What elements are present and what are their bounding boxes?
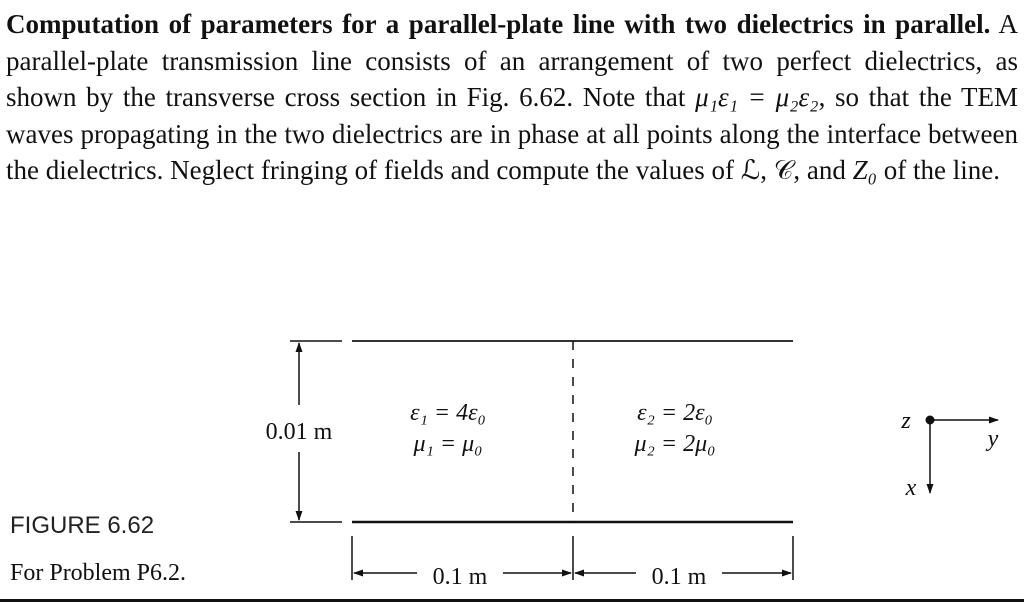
region1-permeability: μ₁ = μ₀ bbox=[413, 431, 483, 457]
width-left-label: 0.1 m bbox=[432, 564, 488, 590]
symbol-impedance: Z₀ bbox=[852, 155, 878, 185]
width-right-label: 0.1 m bbox=[651, 564, 707, 590]
axis-label-y: y bbox=[987, 426, 999, 452]
separator-1: , bbox=[760, 155, 774, 185]
symbol-inductance: ℒ bbox=[740, 155, 761, 185]
symbol-capacitance: 𝒞 bbox=[773, 155, 794, 185]
problem-text-part-3: of the line. bbox=[877, 155, 1000, 185]
problem-text-part-1: A parallel-plate transmission line consists of an arrangement of two perfect dielectrics, as shown by the transverse cross section in Fig. 6.62. Note that bbox=[6, 9, 1019, 112]
height-label: 0.01 m bbox=[265, 419, 333, 445]
phase-condition: μ₁ε₁ = μ₂ε₂ bbox=[695, 82, 819, 112]
axis-label-x: x bbox=[905, 475, 917, 501]
problem-text-part-2: , so that the TEM waves propagating in the two dielectrics are in phase at all points along the interface between the dielectrics. Neglect fringing of fields and compute the values of bbox=[6, 82, 1018, 185]
figure-caption: For Problem P6.2. bbox=[10, 560, 187, 586]
region1-permittivity: ε₁ = 4ε₀ bbox=[410, 400, 486, 426]
separator-2: , and bbox=[793, 155, 853, 185]
region2-permeability: μ₂ = 2μ₀ bbox=[634, 431, 716, 457]
figure-label: FIGURE 6.62 bbox=[10, 512, 155, 539]
problem-title: Computation of parameters for a parallel-plate line with two dielectrics in parallel. bbox=[6, 9, 991, 39]
region2-permittivity: ε₂ = 2ε₀ bbox=[637, 400, 713, 426]
axis-label-z: z bbox=[901, 408, 911, 434]
